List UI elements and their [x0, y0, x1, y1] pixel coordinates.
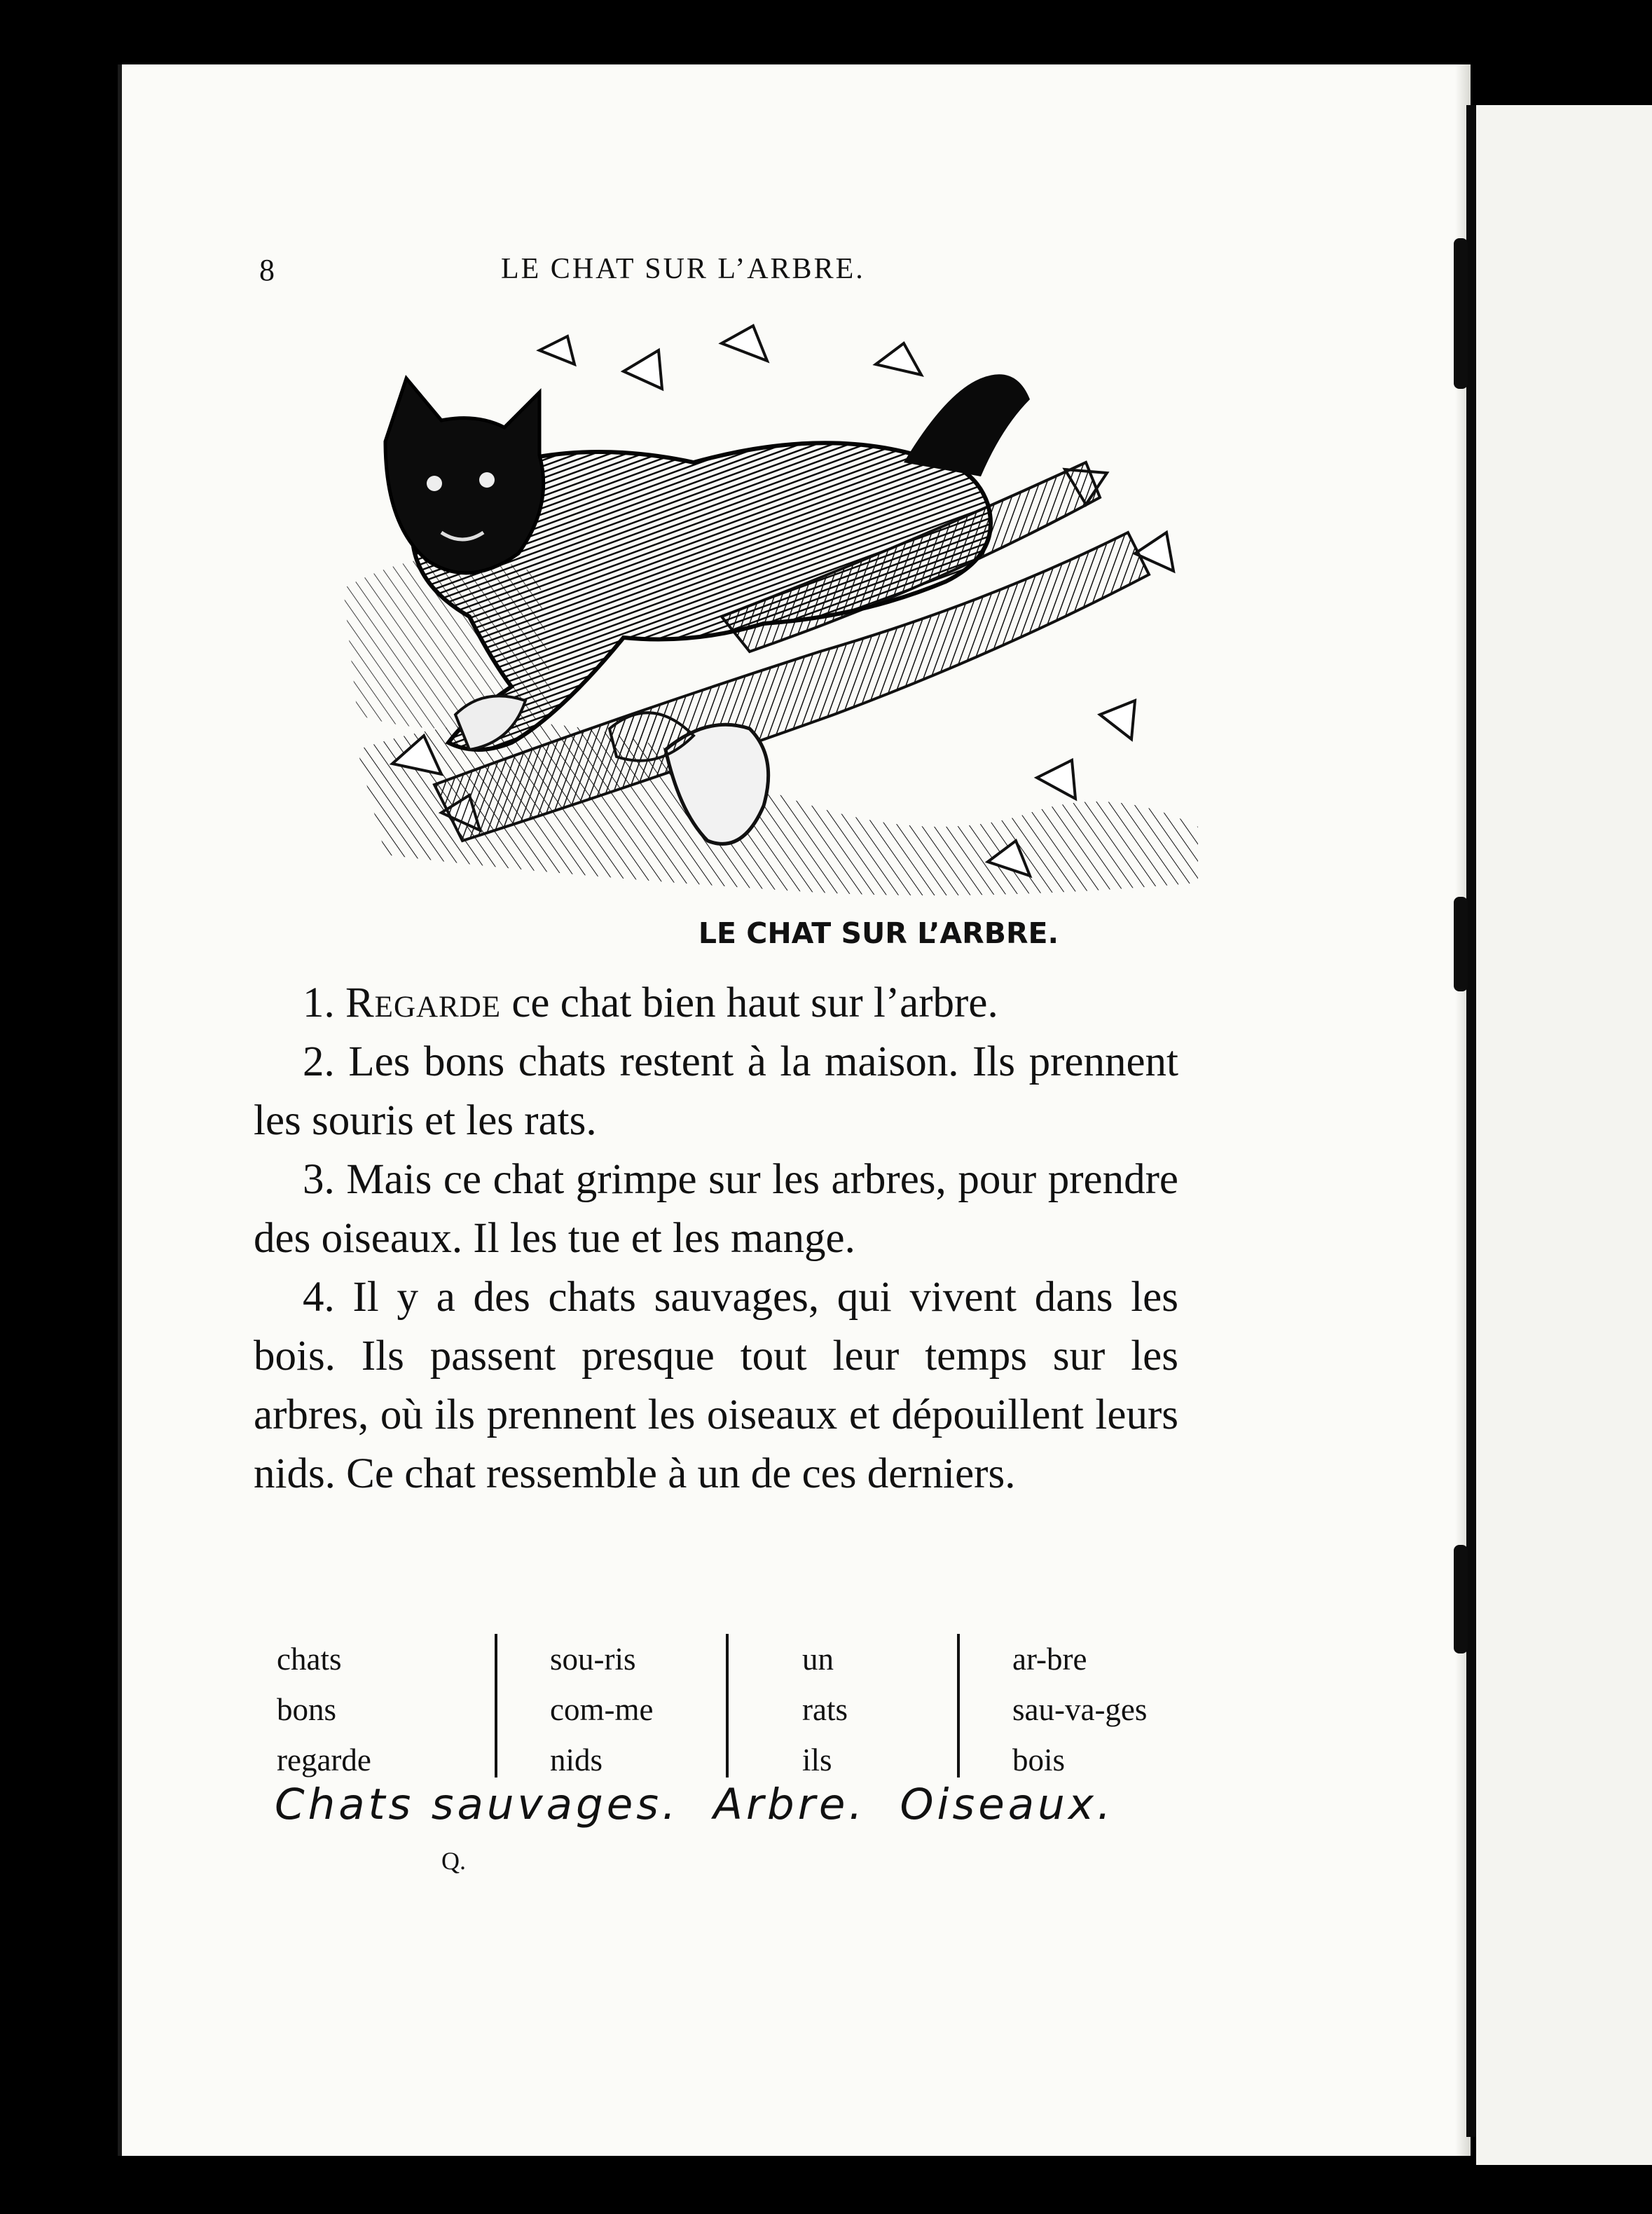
paragraph-4 — [254, 1268, 1178, 1504]
vocabulary-word: un — [802, 1642, 834, 1677]
running-head — [0, 252, 1652, 294]
signature-mark: Q. — [441, 1847, 466, 1875]
vocabulary-column — [497, 1634, 729, 1778]
cat-tail — [904, 374, 1030, 476]
cat-eye — [427, 476, 442, 491]
paragraph-1 — [254, 974, 1178, 1033]
binding-clip — [1454, 1545, 1468, 1653]
vocabulary-word: sou-ris — [550, 1642, 636, 1677]
vocabulary-word: ar-bre — [1012, 1642, 1087, 1677]
vocabulary-table — [266, 1634, 1289, 1778]
vocabulary-word: nids — [550, 1742, 603, 1778]
page-number: 8 — [259, 253, 275, 287]
vocabulary-word: rats — [802, 1692, 848, 1727]
script-writing-line: Chats sauvages. Arbre. Oiseaux. — [275, 1780, 1115, 1829]
facing-page-edge — [1466, 105, 1476, 2137]
lesson-text — [254, 974, 1178, 1504]
paragraph-number: 1. — [303, 979, 335, 1026]
vocabulary-column — [960, 1634, 1191, 1778]
cat-head — [385, 378, 544, 573]
paragraph-number: 2. — [303, 1038, 335, 1085]
cat-eye — [479, 472, 495, 488]
vocabulary-word: regarde — [277, 1742, 371, 1778]
running-title: LE CHAT SUR L’ARBRE. — [501, 253, 865, 285]
paragraph-3 — [254, 1150, 1178, 1268]
vocabulary-word: bons — [277, 1692, 337, 1727]
vocabulary-word: com-me — [550, 1692, 654, 1727]
facing-page — [1476, 105, 1652, 2165]
cat-in-tree-illustration — [329, 322, 1233, 904]
paragraph-text: ce chat bien haut sur l’arbre. — [501, 979, 998, 1026]
vocabulary-word: sau-va-ges — [1012, 1692, 1148, 1727]
paragraph-number: 4. — [303, 1274, 335, 1321]
lead-word: Regarde — [345, 979, 502, 1026]
vocabulary-word: bois — [1012, 1742, 1066, 1778]
lesson-title: LE CHAT SUR L’ARBRE. — [698, 916, 1059, 950]
paragraph-text: Il y a des chats sauvages, qui vivent dans les bois. Ils passent presque tout leur temps sur les arbres, où ils prennent les oiseaux et dépouillent leurs nids. Ce chat ressemble à un de ces derniers. — [254, 1274, 1178, 1497]
vocabulary-word: chats — [277, 1642, 342, 1677]
paragraph-2 — [254, 1033, 1178, 1150]
vocabulary-column — [729, 1634, 960, 1778]
paragraph-text: Les bons chats restent à la maison. Ils prennent les souris et les rats. — [254, 1038, 1178, 1144]
vocabulary-column — [266, 1634, 497, 1778]
paragraph-number: 3. — [303, 1156, 335, 1203]
vocabulary-word: ils — [802, 1742, 832, 1778]
paragraph-text: Mais ce chat grimpe sur les arbres, pour prendre des oiseaux. Il les tue et les mange. — [254, 1156, 1178, 1262]
